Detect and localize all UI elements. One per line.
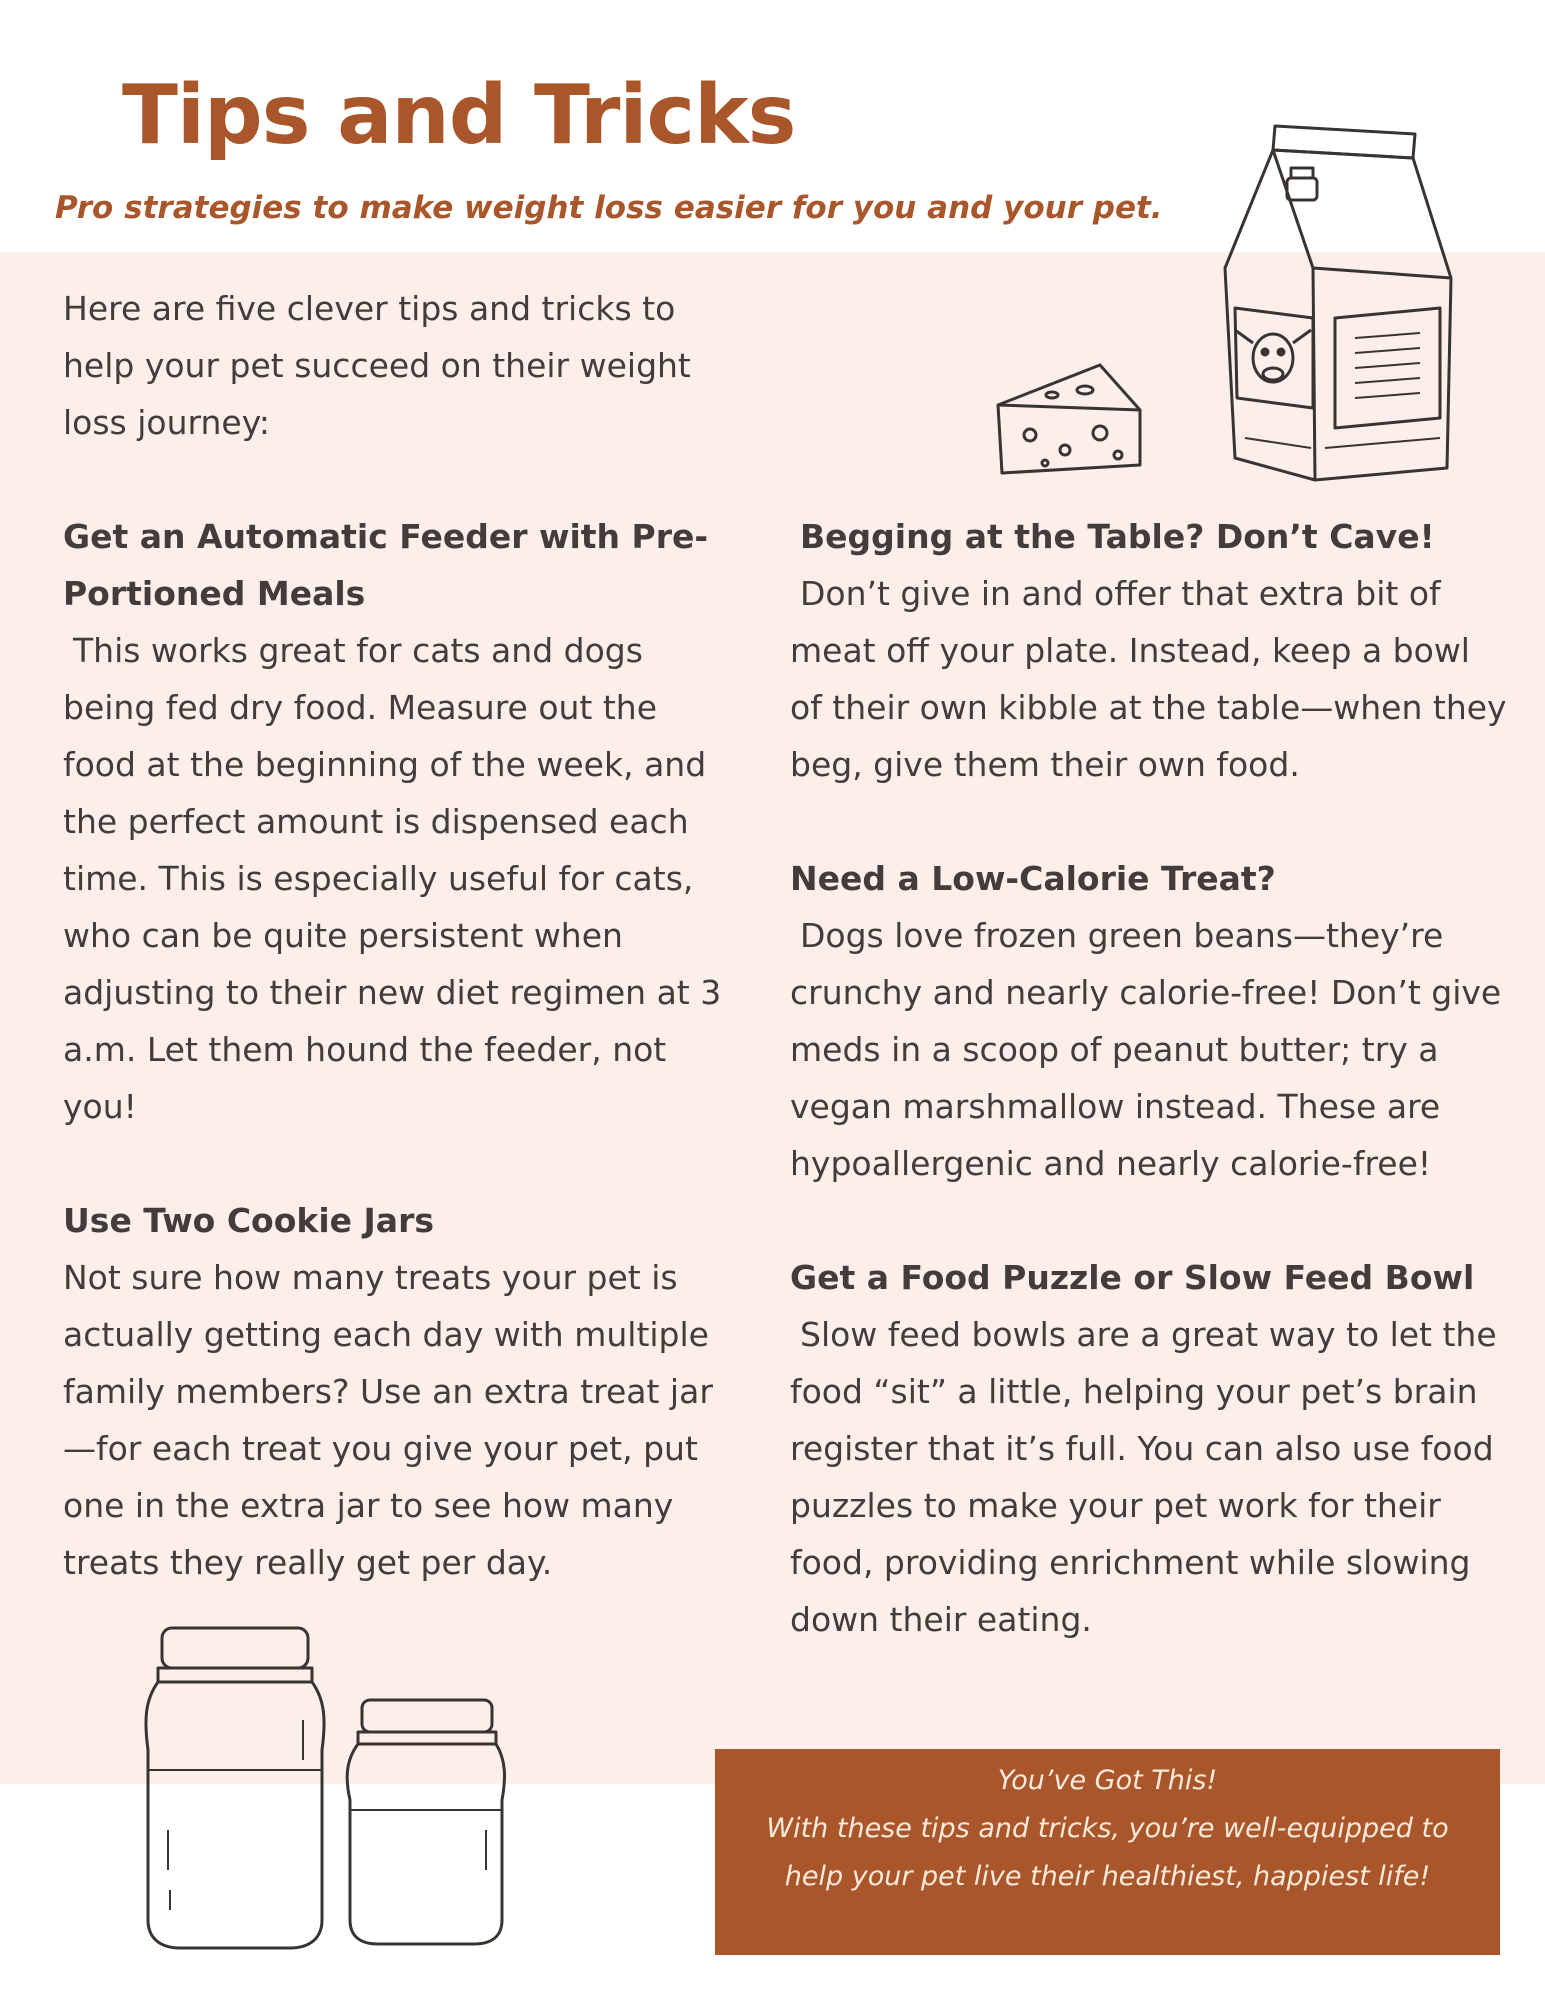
- intro-paragraph: Here are five clever tips and tricks to help your pet succeed on their weight loss journey:: [63, 289, 691, 442]
- milk-carton-icon: [1215, 118, 1455, 488]
- tip-body: Not sure how many treats your pet is actually getting each day with multiple family members? Use an extra treat jar—for each treat you give your pet, put one in the extra jar to see how many treats they really get per day.: [63, 1258, 713, 1582]
- tip-heading: Get a Food Puzzle or Slow Feed Bowl: [790, 1258, 1475, 1297]
- tip-heading: Begging at the Table? Don’t Cave!: [800, 517, 1435, 556]
- mason-jar-icon: [140, 1620, 540, 1955]
- tip-heading: Need a Low-Calorie Treat?: [790, 859, 1276, 898]
- left-column: [63, 280, 728, 1591]
- tip-heading: Use Two Cookie Jars: [63, 1201, 434, 1240]
- callout-line: With these tips and tricks, you’re well-equipped to: [766, 1813, 1449, 1844]
- callout-line: help your pet live their healthiest, happiest life!: [784, 1861, 1431, 1892]
- page-subtitle: Pro strategies to make weight loss easier for you and your pet.: [55, 190, 1163, 226]
- tip-body: Dogs love frozen green beans—they’re crunchy and nearly calorie-free! Don’t give meds in a scoop of peanut butter; try a vegan marshmallow instead. These are hypoallergenic and nearly calorie-free!: [790, 916, 1502, 1183]
- tip-heading: Get an Automatic Feeder with Pre-Portioned Meals: [63, 517, 709, 613]
- tip-body: Slow feed bowls are a great way to let the food “sit” a little, helping your pet’s brain register that it’s full. You can also use food puzzles to make your pet work for their food, providing enrichment while slowing down their eating.: [790, 1315, 1497, 1639]
- tip-body: This works great for cats and dogs being fed dry food. Measure out the food at the beginning of the week, and the perfect amount is dispensed each time. This is especially useful for cats, who can be quite persistent when adjusting to their new diet regimen at 3 a.m. Let them hound the feeder, not you!: [63, 631, 722, 1126]
- right-column: [790, 508, 1510, 1648]
- tip-body: Don’t give in and offer that extra bit of meat off your plate. Instead, keep a bowl of their own kibble at the table—when they beg, give them their own food.: [790, 574, 1507, 784]
- page-title: Tips and Tricks: [122, 68, 796, 163]
- cheese-icon: [990, 355, 1150, 480]
- callout-box: [715, 1749, 1500, 1955]
- callout-title: You’ve Got This!: [997, 1765, 1218, 1796]
